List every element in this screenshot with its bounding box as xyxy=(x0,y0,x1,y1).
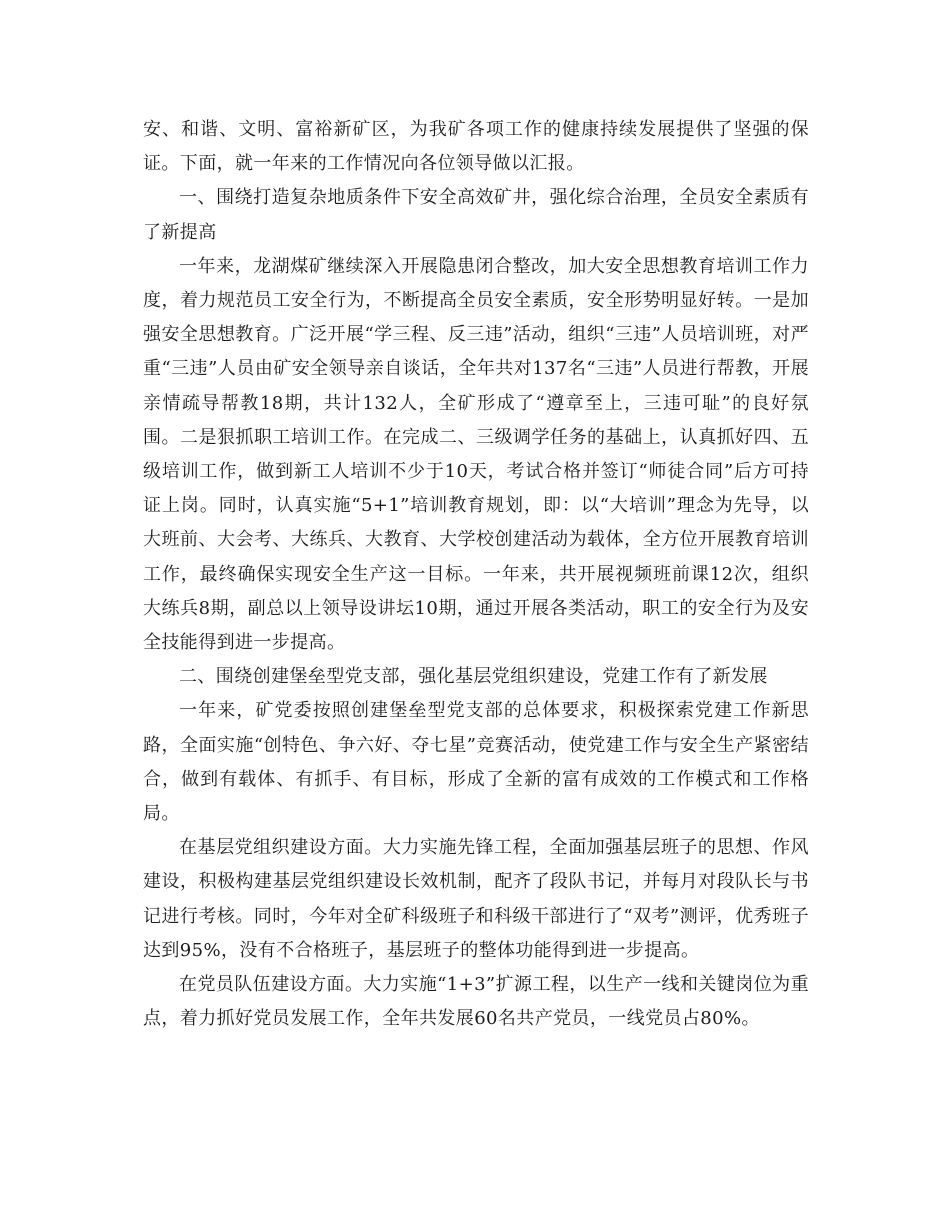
body-paragraph-membership: 在党员队伍建设方面。大力实施“1+3”扩源工程，以生产一线和关键岗位为重点，着力抓好党员发展工作，全年共发展60名共产党员，一线党员占80%。 xyxy=(143,974,809,1030)
body-paragraph-safety: 一年来，龙湖煤矿继续深入开展隐患闭合整改，加大安全思想教育培训工作力度，着力规范员工安全行为，不断提高全员安全素质，安全形势明显好转。一是加强安全思想教育。广泛开展“学三程、反三违”活动，组织“三违”人员培训班，对严重“三违”人员由矿安全领导亲自谈话，全年共对137名“三违”人员进行帮教，开展亲情疏导帮教18期，共计132人，全矿形成了“遵章至上，三违可耻”的良好氛围。二是狠抓职工培训工作。在完成二、三级调学任务的基础上，认真抓好四、五级培训工作，做到新工人培训不少于10天，考试合格并签订“师徒合同”后方可持证上岗。同时，认真实施“5+1”培训教育规划，即：以“大培训”理念为先导，以大班前、大会考、大练兵、大教育、大学校创建活动为载体，全方位开展教育培训工作，最终确保实现安全生产这一目标。一年来，共开展视频班前课12次，组织大练兵8期，副总以上领导设讲坛10期，通过开展各类活动，职工的安全行为及安全技能得到进一步提高。 xyxy=(143,255,809,654)
document-page xyxy=(143,113,809,1036)
body-paragraph-continuation: 安、和谐、文明、富裕新矿区，为我矿各项工作的健康持续发展提供了坚强的保证。下面，就一年来的工作情况向各位领导做以汇报。 xyxy=(143,119,809,175)
section-heading-2: 二、围绕创建堡垒型党支部，强化基层党组织建设，党建工作有了新发展 xyxy=(179,666,768,688)
body-paragraph-organization: 在基层党组织建设方面。大力实施先锋工程，全面加强基层班子的思想、作风建设，积极构建基层党组织建设长效机制，配齐了段队书记，并每月对段队长与书记进行考核。同时，今年对全矿科级班子和科级干部进行了“双考”测评，优秀班子达到95%，没有不合格班子，基层班子的整体功能得到进一步提高。 xyxy=(143,837,809,961)
section-heading-1: 一、围绕打造复杂地质条件下安全高效矿井，强化综合治理，全员安全素质有了新提高 xyxy=(143,187,809,243)
body-paragraph-party-building: 一年来，矿党委按照创建堡垒型党支部的总体要求，积极探索党建工作新思路，全面实施“创特色、争六好、夺七星”竞赛活动，使党建工作与安全生产紧密结合，做到有载体、有抓手、有目标，形成了全新的富有成效的工作模式和工作格局。 xyxy=(143,700,809,825)
